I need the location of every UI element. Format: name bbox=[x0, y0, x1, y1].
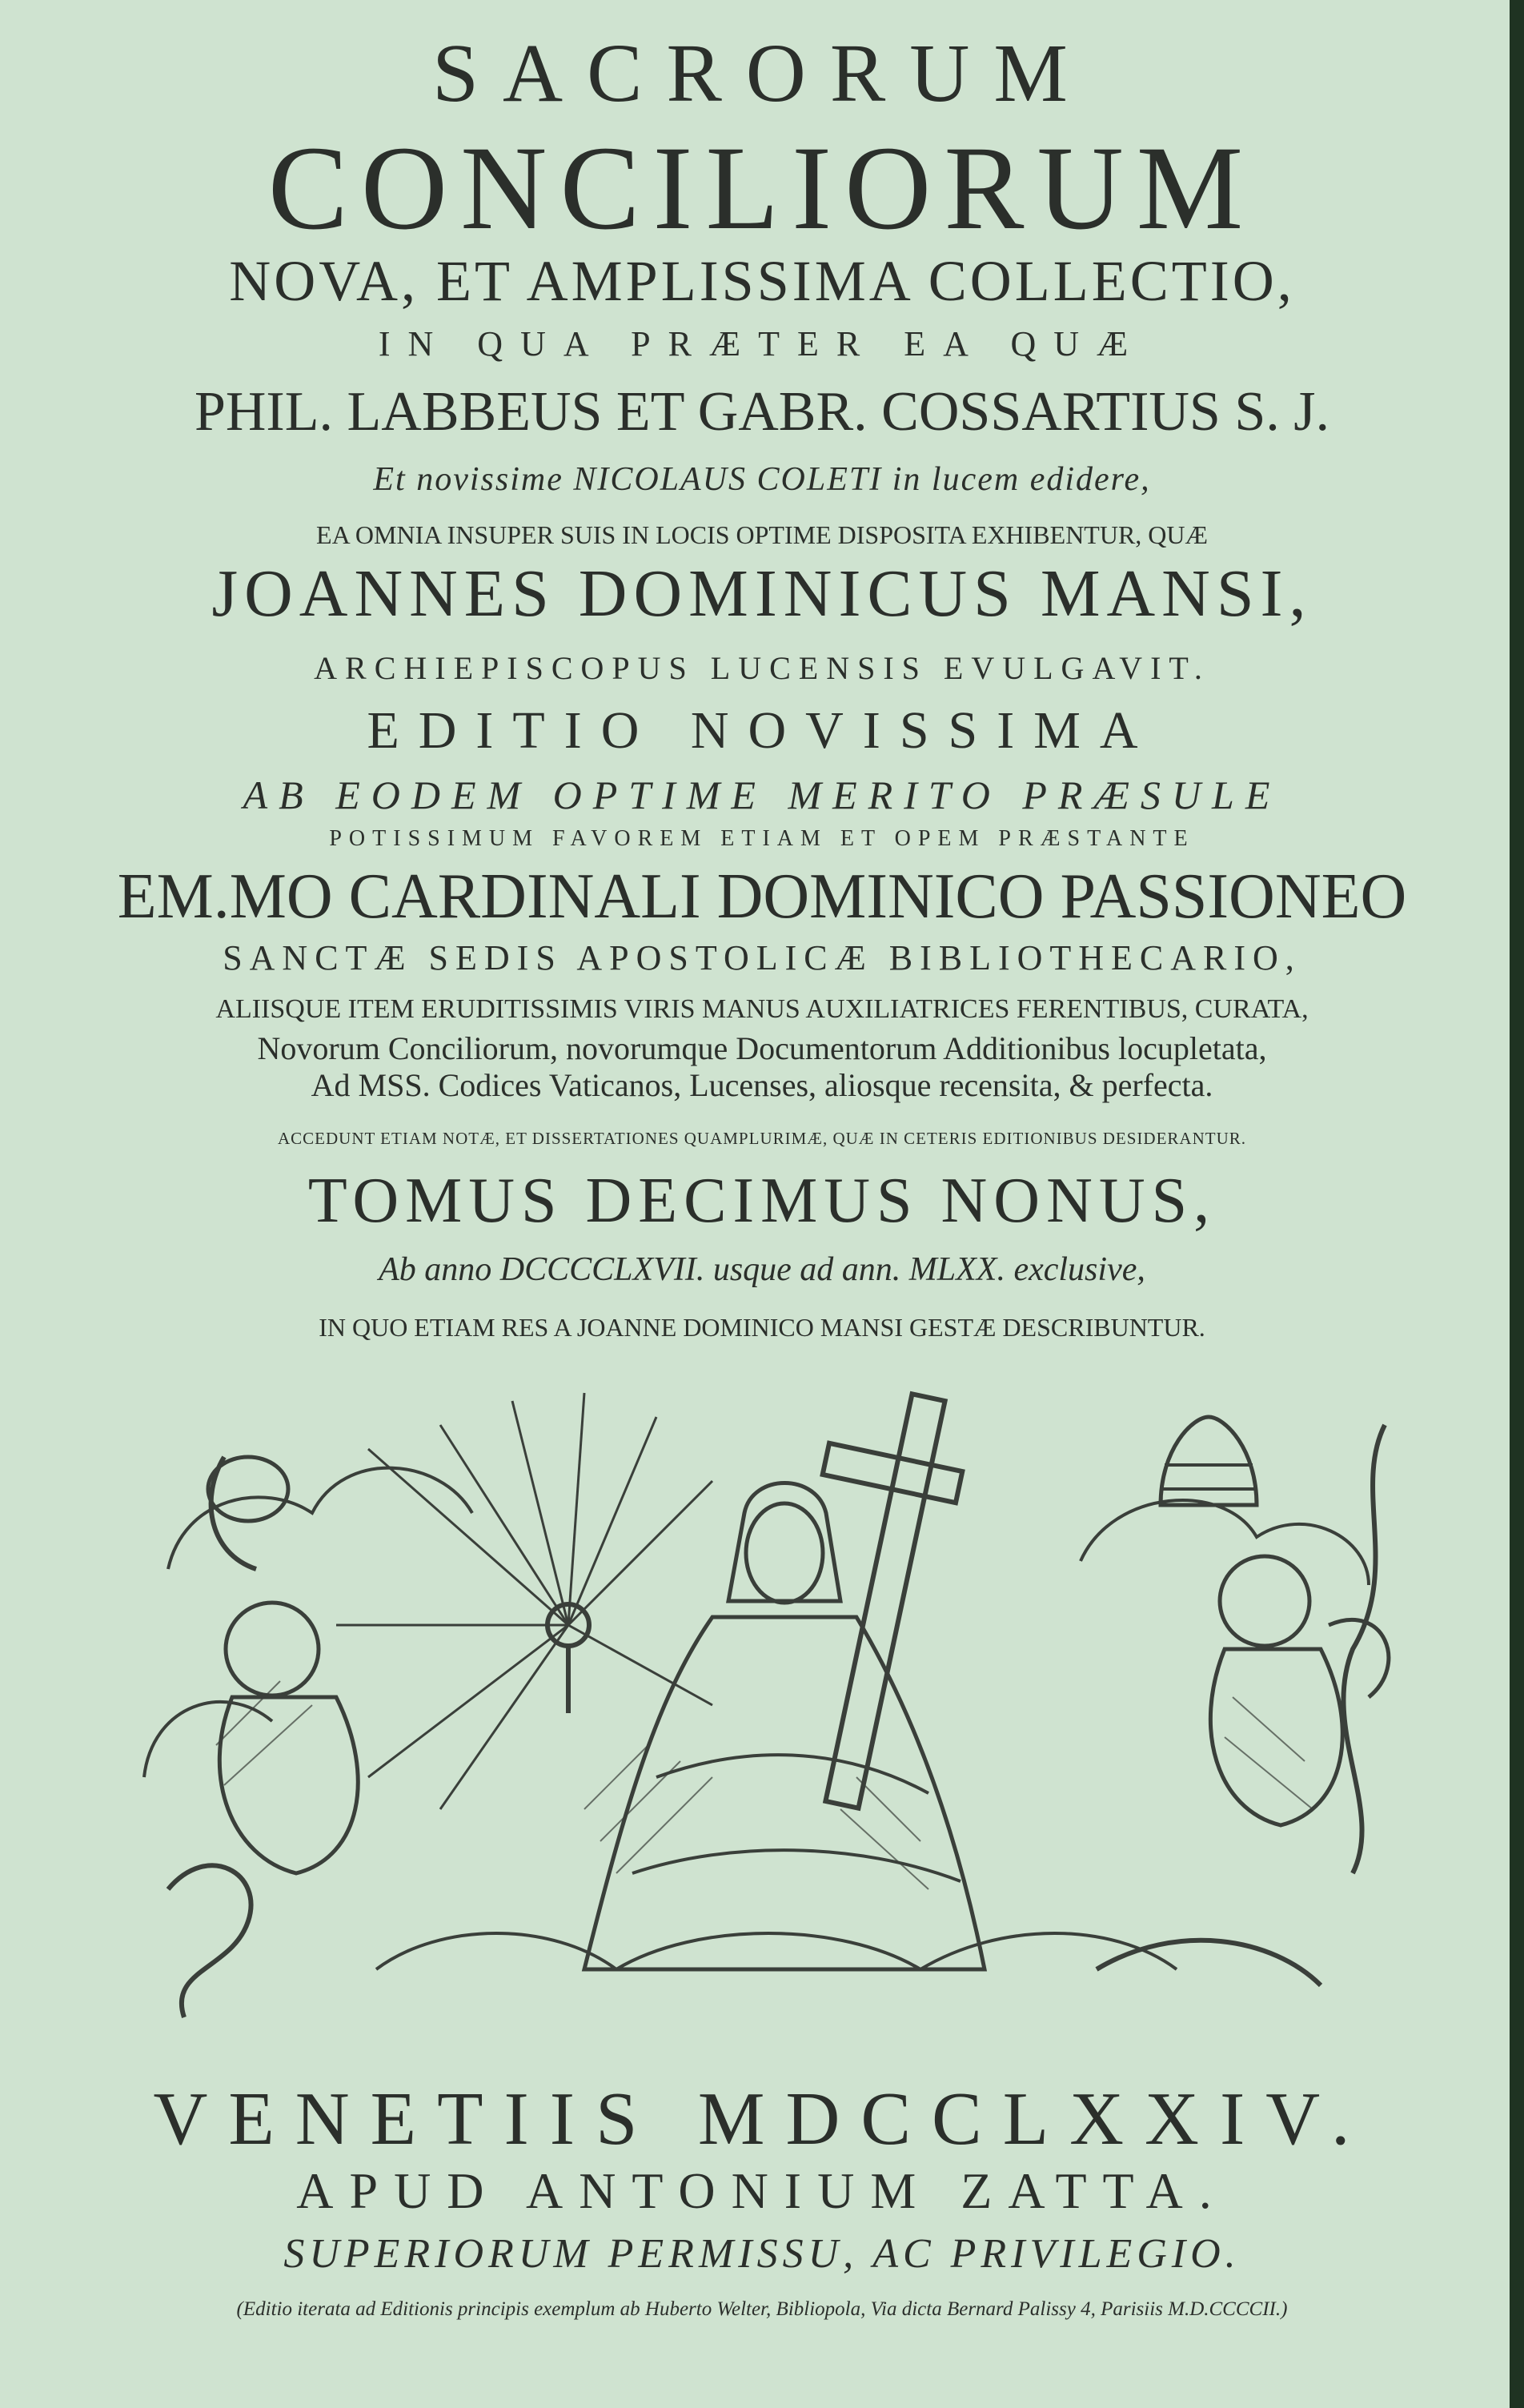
title-in-quo: IN QUO ETIAM RES A JOANNE DOMINICO MANSI GESTÆ DESCRIBUNTUR. bbox=[319, 1313, 1205, 1342]
imprint-printer: APUD ANTONIUM ZATTA. bbox=[296, 2162, 1228, 2219]
title-sacrorum: SACRORUM bbox=[432, 27, 1092, 119]
imprint-place-year: VENETIIS MDCCLXXIV. bbox=[153, 2077, 1371, 2161]
title-sanctae-sedis: SANCTÆ SEDIS APOSTOLICÆ BIBLIOTHECARIO, bbox=[223, 938, 1301, 977]
title-collectio: NOVA, ET AMPLISSIMA COLLECTIO, bbox=[229, 249, 1295, 313]
title-novorum: Novorum Conciliorum, novorumque Documentorum Additionibus locupletata, bbox=[257, 1030, 1267, 1066]
title-archiepiscopus: ARCHIEPISCOPUS LUCENSIS EVULGAVIT. bbox=[314, 650, 1210, 686]
title-ea-omnia: EA OMNIA INSUPER SUIS IN LOCIS OPTIME DISPOSITA EXHIBENTUR, QUÆ bbox=[316, 520, 1208, 549]
imprint-reprint-note: (Editio iterata ad Editionis principis exemplum ab Huberto Welter, Bibliopola, Via dicta Bernard Palissy 4, Parisiis M.D.CCCCII.) bbox=[236, 2298, 1288, 2320]
title-editio: EDITIO NOVISSIMA bbox=[367, 701, 1157, 760]
title-ab-eodem: AB EODEM OPTIME MERITO PRÆSULE bbox=[243, 773, 1281, 817]
title-in-qua: IN QUA PRÆTER EA QUÆ bbox=[378, 324, 1146, 363]
title-accedunt: ACCEDUNT ETIAM NOTÆ, ET DISSERTATIONES QUAMPLURIMÆ, QUÆ IN CETERIS EDITIONIBUS DESIDERANTUR. bbox=[277, 1129, 1247, 1148]
title-mansi: JOANNES DOMINICUS MANSI, bbox=[211, 556, 1313, 631]
title-ad-mss: Ad MSS. Codices Vaticanos, Lucenses, aliosque recensita, & perfecta. bbox=[311, 1067, 1213, 1103]
imprint-permission: SUPERIORUM PERMISSU, AC PRIVILEGIO. bbox=[283, 2231, 1241, 2277]
page-edge bbox=[1510, 0, 1524, 2408]
title-coleti: Et novissime NICOLAUS COLETI in lucem edidere, bbox=[373, 461, 1151, 498]
title-ab-anno: Ab anno DCCCCLXVII. usque ad ann. MLXX. exclusive, bbox=[379, 1251, 1145, 1288]
title-passioneo: EM.MO CARDINALI DOMINICO PASSIONEO bbox=[117, 861, 1407, 932]
title-labbeus: PHIL. LABBEUS ET GABR. COSSARTIUS S. J. bbox=[194, 381, 1330, 443]
title-potissimum: POTISSIMUM FAVOREM ETIAM ET OPEM PRÆSTANTE bbox=[329, 826, 1195, 851]
title-aliisque: ALIISQUE ITEM ERUDITISSIMIS VIRIS MANUS AUXILIATRICES FERENTIBUS, CURATA, bbox=[215, 994, 1309, 1024]
title-tomus: TOMUS DECIMUS NONUS, bbox=[307, 1166, 1217, 1236]
title-conciliorum: CONCILIORUM bbox=[267, 122, 1257, 255]
engraving-vignette bbox=[136, 1361, 1417, 2065]
